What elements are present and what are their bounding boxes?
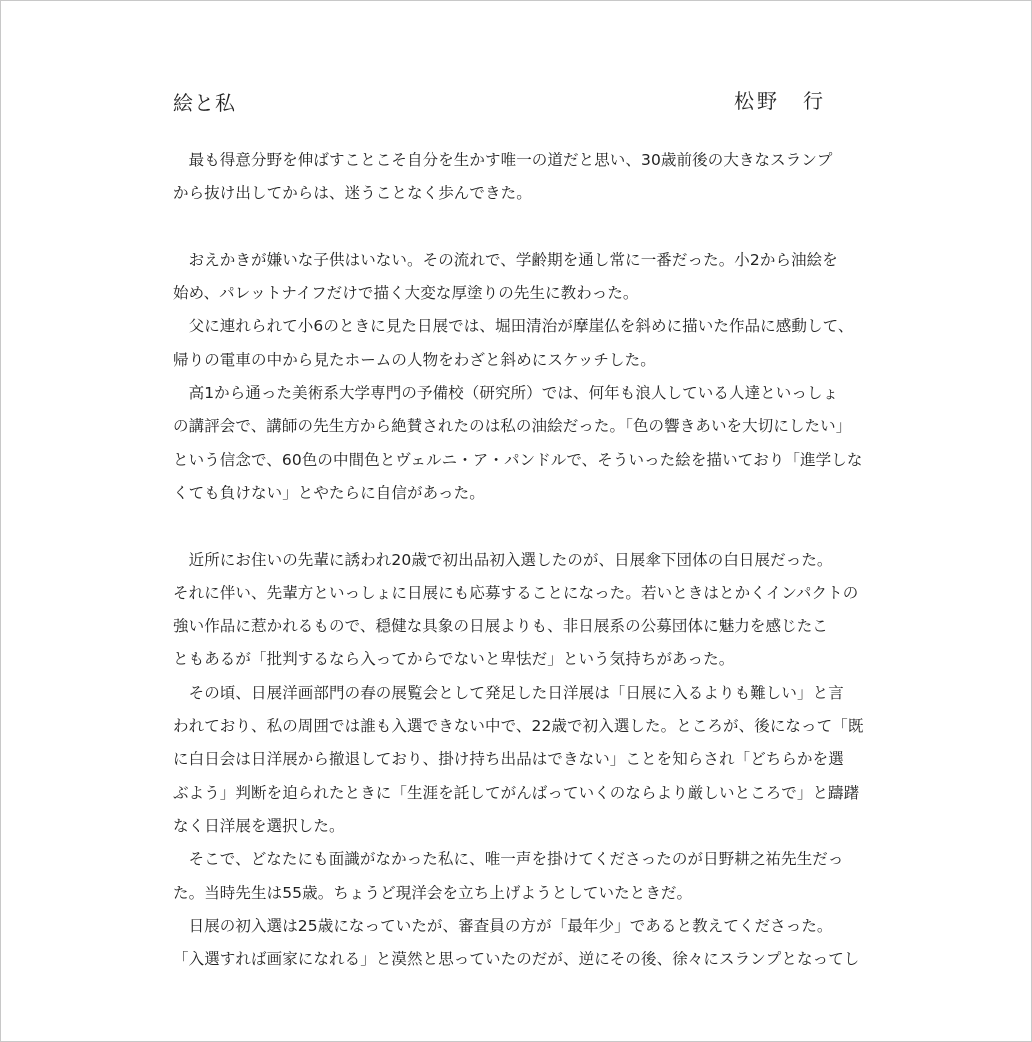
- text-line: から抜け出してからは、迷うことなく歩んできた。: [173, 184, 532, 203]
- paragraph-gap: [173, 510, 863, 543]
- text-line: 最も得意分野を伸ばすことこそ自分を生かす唯一の道だと思い、30歳前後の大きなスランプ: [173, 151, 833, 169]
- text-line: た。当時先生は55歳。ちょうど現洋会を立ち上げようとしていたときだ。: [173, 883, 693, 902]
- text-line: 帰りの電車の中から見たホームの人物をわざと斜めにスケッチした。: [173, 350, 656, 369]
- text-line: なく日洋展を選択した。: [173, 816, 345, 835]
- text-line: ともあるが「批判するなら入ってからでないと卑怯だ」という気持ちがあった。: [173, 650, 735, 669]
- text-line: 父に連れられて小6のときに見た日展では、堀田清治が摩崖仏を斜めに描いた作品に感動して、: [173, 317, 854, 336]
- paragraph-gap: [173, 211, 863, 244]
- text-line: という信念で、60色の中間色とヴェルニ・ア・パンドルで、そういった絵を描いており「進学しな: [173, 450, 863, 469]
- text-line: の講評会で、講師の先生方から絶賛されたのは私の油絵だった。「色の響きあいを大切にしたい」: [173, 417, 852, 436]
- author-name: 松野 行: [734, 89, 826, 113]
- text-line: われており、私の周囲では誰も入選できない中で、22歳で初入選した。ところが、後になって「既: [173, 717, 864, 736]
- text-line: ぶよう」判断を迫られたときに「生涯を託してがんばっていくのならより厳しいところで」と躊躇: [173, 783, 860, 802]
- text-line: に白日会は日洋展から撤退しており、掛け持ち出品はできない」ことを知らされ「どちらかを選: [173, 750, 844, 769]
- text-line: そこで、どなたにも面識がなかった私に、唯一声を掛けてくださったのが日野耕之祐先生だっ: [173, 850, 844, 869]
- text-line: 「入選すれば画家になれる」と漠然と思っていたのだが、逆にその後、徐々にスランプとなってし: [173, 950, 860, 969]
- text-line: その頃、日展洋画部門の春の展覧会として発足した日洋展は「日展に入るよりも難しい」と言: [173, 683, 844, 702]
- text-line: 高1から通った美術系大学専門の予備校（研究所）では、何年も浪人している人達といっしょ: [173, 384, 839, 403]
- text-line: おえかきが嫌いな子供はいない。その流れで、学齢期を通し常に一番だった。小2から油絵を: [173, 250, 838, 269]
- text-line: 始め、パレットナイフだけで描く大変な厚塗りの先生に教わった。: [173, 284, 639, 303]
- text-line: 強い作品に惹かれるもので、穏健な具象の日展よりも、非日展系の公募団体に魅力を感じたこ: [173, 617, 828, 636]
- text-line: 日展の初入選は25歳になっていたが、審査員の方が「最年少」であると教えてくださった。: [173, 916, 833, 935]
- text-line: それに伴い、先輩方といっしょに日展にも応募することになった。若いときはとかくインパクトの: [173, 583, 859, 602]
- document-title: 絵と私: [173, 91, 236, 115]
- document-body: [173, 144, 863, 976]
- text-line: くても負けない」とやたらに自信があった。: [173, 483, 485, 502]
- text-line: 近所にお住いの先輩に誘われ20歳で初出品初入選したのが、日展傘下団体の白日展だった。: [173, 550, 833, 569]
